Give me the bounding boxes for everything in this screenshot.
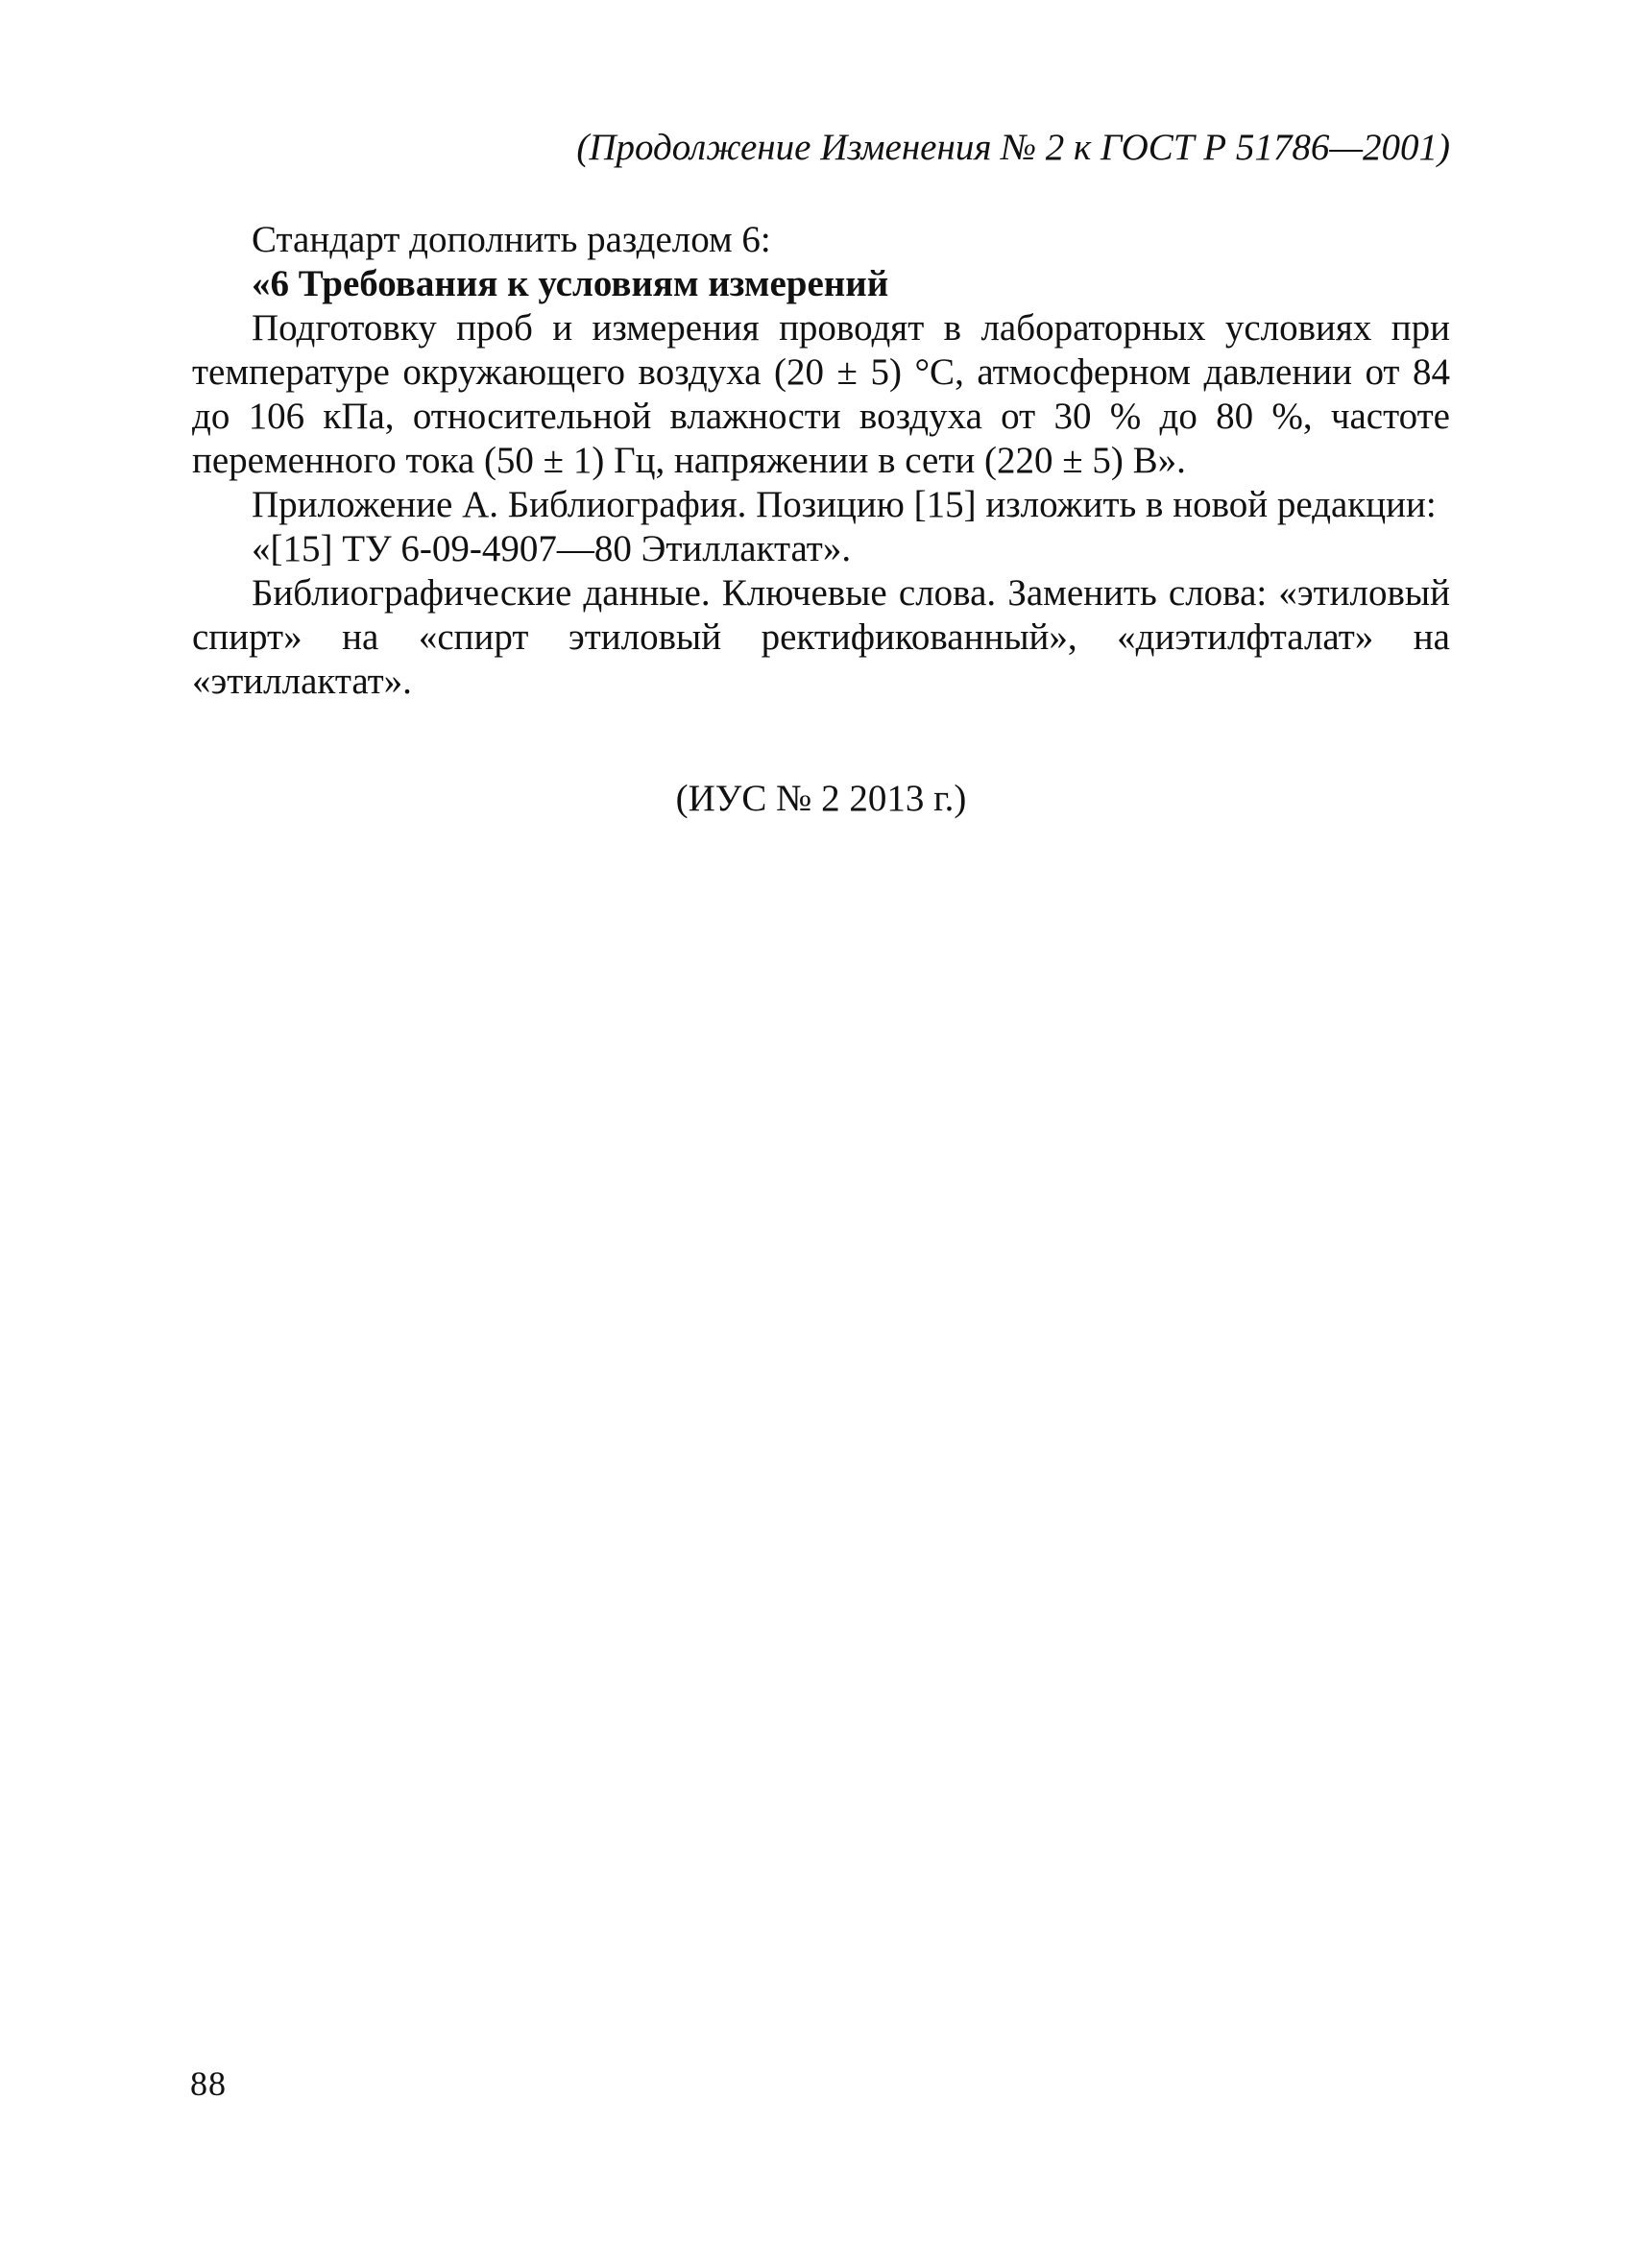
paragraph-bibliography-item: «[15] ТУ 6-09-4907—80 Этиллактат». [252,528,852,569]
ius-reference: (ИУС № 2 2013 г.) [675,778,967,819]
continuation-header: (Продолжение Изменения № 2 к ГОСТ Р 51786—2001) [576,127,1450,168]
paragraph-keywords: Библиографические данные. Ключевые слова. Заменить слова: «этиловый спирт» на «спирт этиловый ректификованный», «диэтилфталат» на «этиллактат». [192,572,1450,702]
page-number: 88 [190,2064,227,2103]
paragraph-appendix-a: Приложение А. Библиография. Позицию [15] изложить в новой редакции: [252,484,1437,525]
section-6-heading: «6 Требования к условиям измерений [252,263,889,304]
amendment-body [192,218,1450,704]
paragraph-add-section: Стандарт дополнить разделом 6: [252,219,771,260]
paragraph-measurement-conditions: Подготовку проб и измерения проводят в лабораторных условиях при температуре окружающего воздуха (20 ± 5) °С, атмосферном давлении от 84 до 106 кПа, относительной влажности воздуха от 30 % до 80 %, частоте переменного тока (50 ± 1) Гц, напряжении в сети (220 ± 5) В». [192,307,1450,481]
